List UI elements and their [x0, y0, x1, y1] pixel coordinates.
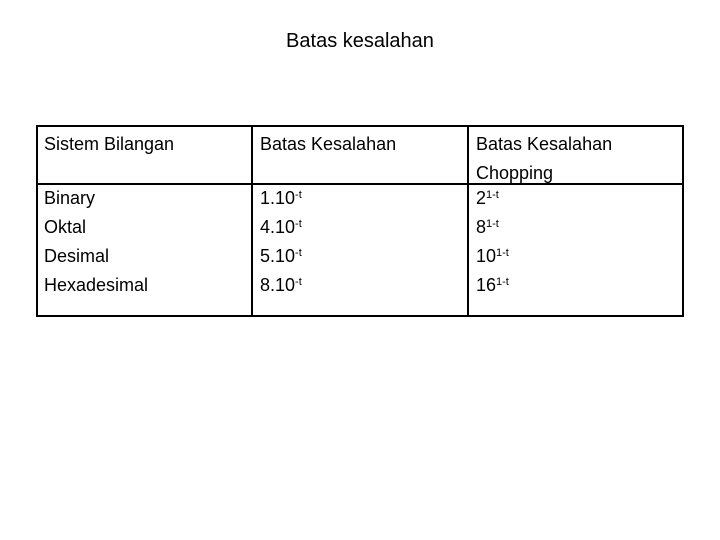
- system-name: Desimal: [44, 246, 110, 266]
- system-name: Binary: [44, 188, 96, 208]
- column-batas-kesalahan: [260, 184, 302, 300]
- header-batas-kesalahan: Batas Kesalahan: [260, 134, 397, 154]
- chopping-bound-value: 16$^{1-t}$: [476, 275, 509, 295]
- system-name: Oktal: [44, 217, 87, 237]
- chopping-bound-value: 2$^{1-t}$: [476, 188, 499, 208]
- column-batas-kesalahan-chopping: [476, 184, 509, 300]
- chopping-bound-value: 10$^{1-t}$: [476, 246, 509, 266]
- error-bound-value: $8.10^{-t}$: [260, 275, 302, 295]
- column-divider: [467, 127, 469, 315]
- error-bounds-table: [36, 125, 684, 317]
- column-sistem-bilangan: [44, 184, 148, 300]
- error-bound-value: $5.10^{-t}$: [260, 246, 302, 266]
- system-name: Hexadesimal: [44, 275, 149, 295]
- error-bound-value: $4.10^{-t}$: [260, 217, 302, 237]
- column-divider: [251, 127, 253, 315]
- chopping-bound-value: 8$^{1-t}$: [476, 217, 499, 237]
- header-batas-kesalahan-chopping: Batas Kesalahan Chopping: [476, 134, 613, 183]
- page-title: Batas kesalahan: [286, 30, 434, 52]
- error-bound-value: $1.10^{-t}$: [260, 188, 302, 208]
- header-sistem-bilangan: Sistem Bilangan: [44, 134, 175, 154]
